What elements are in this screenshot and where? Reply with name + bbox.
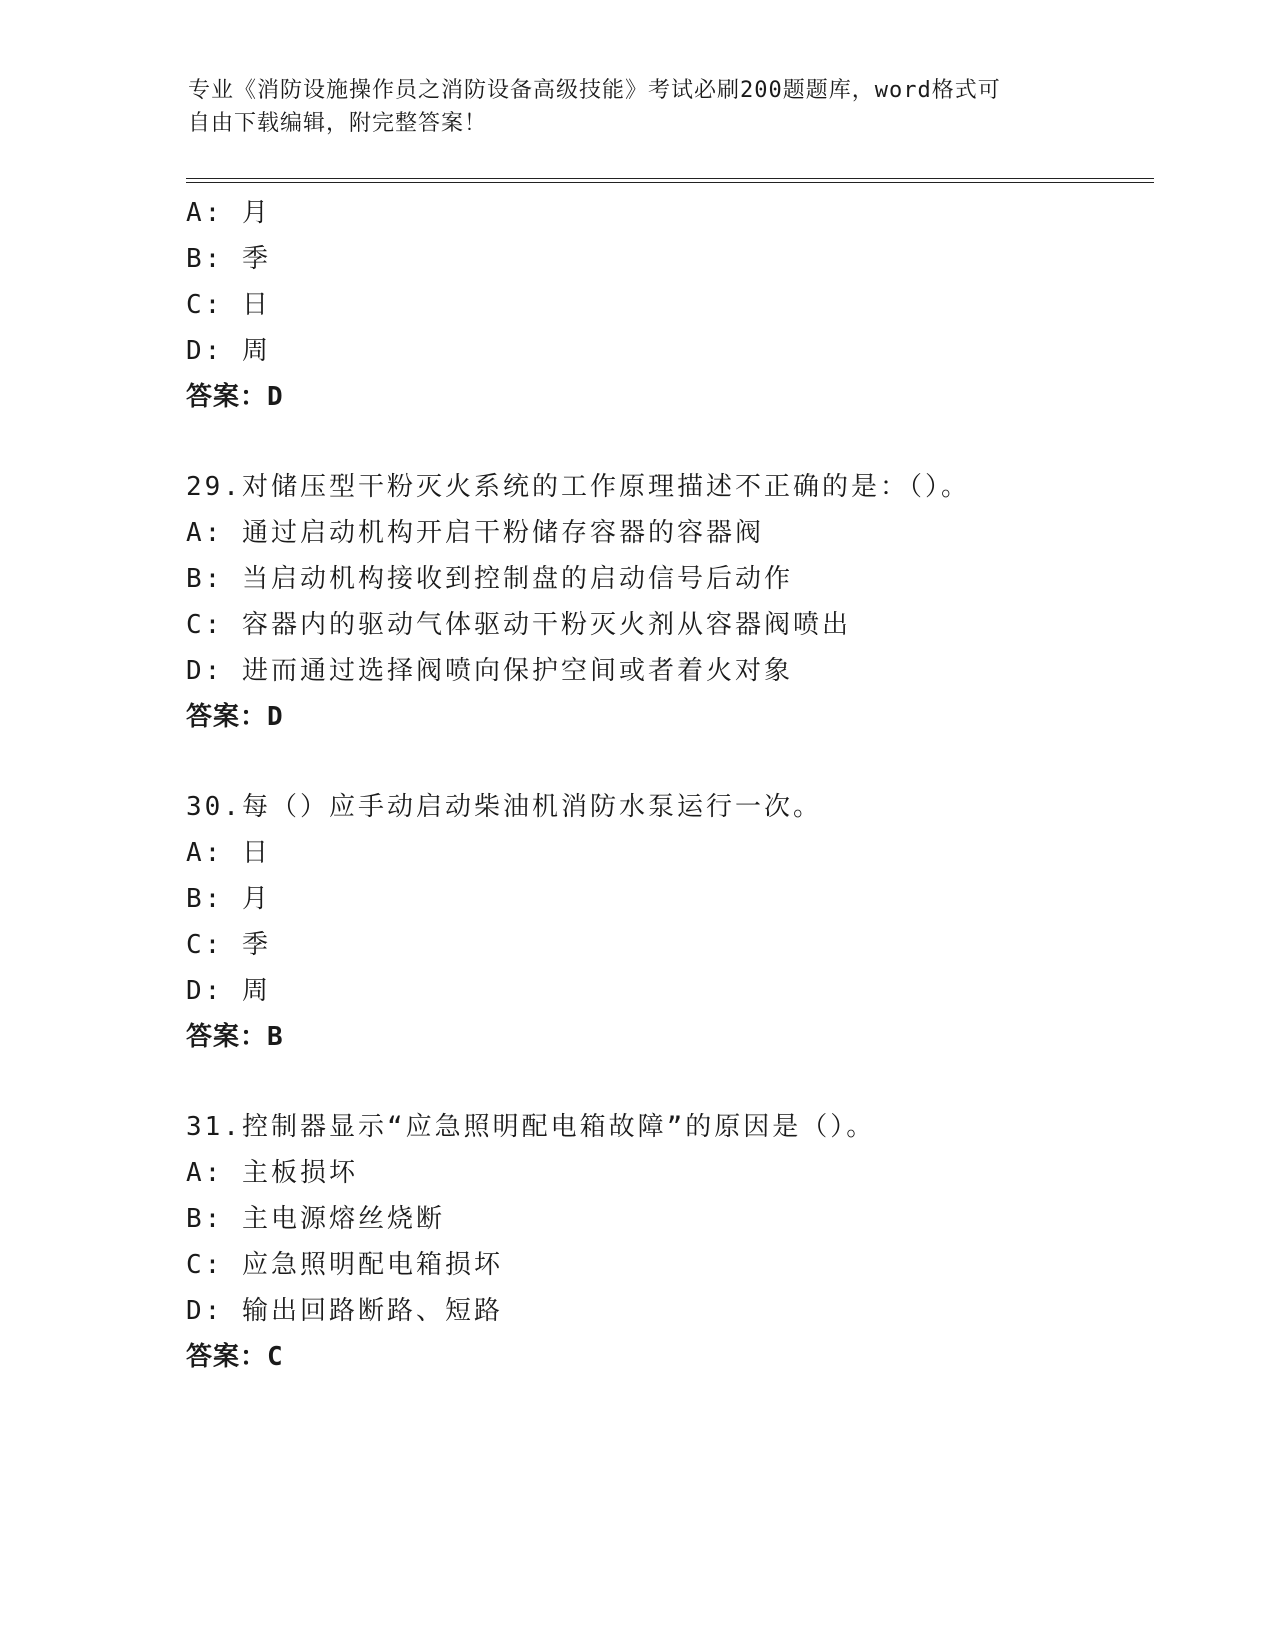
answer-label: 答案：D	[186, 702, 284, 732]
option-d: D: 周	[186, 336, 271, 366]
header-divider-top	[186, 178, 1154, 179]
header-line-1: 专业《消防设施操作员之消防设备高级技能》考试必刷200题题库，word格式可	[188, 78, 1001, 103]
header-line-2: 自由下载编辑，附完整答案！	[188, 111, 488, 136]
spacer	[186, 1060, 1146, 1104]
answer-label: 答案：C	[186, 1342, 284, 1372]
option-a: A: 通过启动机构开启干粉储存容器的容器阀	[186, 518, 764, 548]
option-b: B: 当启动机构接收到控制盘的启动信号后动作	[186, 564, 793, 594]
option-a: A: 主板损坏	[186, 1158, 358, 1188]
option-b: B: 月	[186, 884, 271, 914]
option-b: B: 季	[186, 244, 271, 274]
question-29	[186, 464, 1146, 740]
question-28-continued	[186, 190, 1146, 420]
option-b: B: 主电源熔丝烧断	[186, 1204, 445, 1234]
option-c: C: 日	[186, 290, 271, 320]
option-a: A: 日	[186, 838, 271, 868]
option-c: C: 季	[186, 930, 271, 960]
document-header	[188, 74, 1088, 140]
option-d: D: 周	[186, 976, 271, 1006]
question-31	[186, 1104, 1146, 1380]
option-a: A: 月	[186, 198, 271, 228]
question-stem: 31.控制器显示“应急照明配电箱故障”的原因是（）。	[186, 1112, 876, 1142]
header-divider-bottom	[186, 182, 1154, 183]
option-d: D: 输出回路断路、短路	[186, 1296, 503, 1326]
answer-label: 答案：B	[186, 1022, 284, 1052]
question-stem: 30.每（）应手动启动柴油机消防水泵运行一次。	[186, 792, 822, 822]
option-c: C: 应急照明配电箱损坏	[186, 1250, 503, 1280]
option-d: D: 进而通过选择阀喷向保护空间或者着火对象	[186, 656, 793, 686]
spacer	[186, 740, 1146, 784]
question-stem: 29.对储压型干粉灭火系统的工作原理描述不正确的是：（）。	[186, 472, 970, 502]
option-c: C: 容器内的驱动气体驱动干粉灭火剂从容器阀喷出	[186, 610, 851, 640]
question-list	[186, 190, 1146, 1380]
question-30	[186, 784, 1146, 1060]
answer-label: 答案：D	[186, 382, 284, 412]
spacer	[186, 420, 1146, 464]
